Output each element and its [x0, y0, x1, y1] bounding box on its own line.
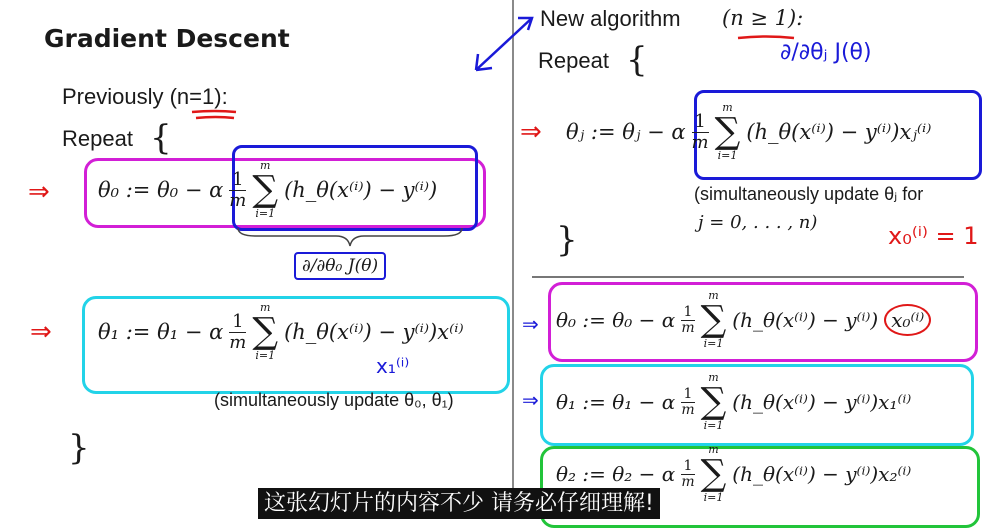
previously-label: Previously (n=1):	[62, 84, 228, 109]
eq1-sum-bot: i=1	[255, 349, 276, 362]
repeat-label-right: Repeat	[538, 48, 609, 73]
blue-arrow-icon-r1: ⇒	[522, 390, 539, 412]
red-arrow-icon: ⇒	[28, 176, 50, 206]
eqj-sum-top: m	[722, 101, 733, 114]
eq1-lhs: θ₁ := θ₁ − α	[98, 320, 224, 344]
slide-title: Gradient Descent	[44, 24, 290, 53]
blue-arrow-icon-r0: ⇒	[522, 314, 539, 336]
eq1-body: (h_θ(x⁽ⁱ⁾) − y⁽ⁱ⁾)x⁽ⁱ⁾	[284, 320, 464, 344]
eq0-lhs: θ₀ := θ₀ − α	[98, 178, 224, 202]
x0-equals-one-annotation: x₀⁽ⁱ⁾ = 1	[888, 222, 979, 250]
eq-r2-frac-den: m	[681, 473, 695, 490]
underbrace	[236, 226, 464, 250]
eq1-sum: m ∑ i=1	[252, 301, 279, 362]
eq-r1-frac-den: m	[681, 401, 695, 418]
eq0-sum: m ∑ i=1	[252, 159, 279, 220]
eq-r0-frac-den: m	[681, 319, 695, 336]
deriv-label: ∂/∂θ₀ J(θ)	[302, 256, 379, 276]
close-brace-right: }	[556, 220, 578, 260]
equation-thetaj-right	[566, 102, 931, 162]
blue-arrow-annotation	[466, 10, 540, 76]
eq-r2-sum-top: m	[708, 443, 719, 456]
eq-r1-sum-bot: i=1	[703, 419, 724, 432]
hand-derivative-annotation: ∂/∂θⱼ J(θ)	[780, 40, 872, 65]
red-underline-annotation	[190, 108, 240, 122]
horizontal-divider	[532, 276, 964, 278]
eq-r2-sum-bot: i=1	[703, 491, 724, 504]
equation-theta1-left	[98, 302, 464, 362]
eq-r2-sum: m ∑ i=1	[700, 443, 727, 504]
eq-r2-body: (h_θ(x⁽ⁱ⁾) − y⁽ⁱ⁾)x₂⁽ⁱ⁾	[732, 462, 912, 486]
eq1-fraction	[229, 312, 246, 353]
equation-theta1-right	[556, 372, 911, 432]
eq-r0-lhs: θ₀ := θ₀ − α	[556, 308, 676, 332]
new-algorithm-condition: (n ≥ 1):	[722, 6, 804, 30]
open-brace-right: {	[626, 40, 648, 80]
deriv-label-box	[294, 252, 386, 280]
eq-r0-sum: m ∑ i=1	[700, 289, 727, 350]
new-algorithm-label: New algorithm	[540, 6, 681, 31]
eq-r2-frac-num: 1	[683, 457, 693, 474]
eq0-body: (h_θ(x⁽ⁱ⁾) − y⁽ⁱ⁾)	[284, 178, 438, 202]
eq-r0-frac-num: 1	[683, 303, 693, 320]
eqj-body: (h_θ(x⁽ⁱ⁾) − y⁽ⁱ⁾)xⱼ⁽ⁱ⁾	[746, 120, 932, 144]
eqj-sum-bot: i=1	[717, 149, 738, 162]
eq0-sum-top: m	[259, 159, 271, 172]
eq0-frac-den: m	[229, 189, 247, 211]
eq0-fraction	[229, 170, 246, 211]
red-arrow-icon-3: ⇒	[520, 116, 542, 146]
x1-annotation: x₁⁽ⁱ⁾	[376, 354, 410, 378]
eq1-frac-den: m	[229, 331, 247, 353]
eqj-lhs: θⱼ := θⱼ − α	[566, 120, 686, 144]
eqj-sum: m ∑ i=1	[714, 101, 741, 162]
eqj-frac-den: m	[691, 131, 709, 153]
repeat-label-left: Repeat	[62, 126, 133, 151]
video-subtitle: 这张幻灯片的内容不少 请务必仔细理解!	[258, 488, 660, 519]
eqj-frac-num: 1	[694, 110, 706, 132]
eqj-fraction	[692, 112, 709, 153]
eq-r2-lhs: θ₂ := θ₂ − α	[556, 462, 676, 486]
eq-r0-fraction	[681, 305, 694, 336]
simultaneous-note-right-b: j = 0, . . . , n)	[698, 212, 818, 233]
equation-theta0-right	[556, 290, 931, 350]
eq-r1-frac-num: 1	[683, 385, 693, 402]
eq-r0-sum-top: m	[708, 289, 719, 302]
eq-r1-sum-top: m	[708, 371, 719, 384]
vertical-divider	[512, 0, 514, 519]
eq-r0-x0-circled: x₀⁽ⁱ⁾	[884, 304, 931, 336]
eq-r1-fraction	[681, 387, 694, 418]
eq-r1-lhs: θ₁ := θ₁ − α	[556, 390, 676, 414]
red-arrow-icon-2: ⇒	[30, 316, 52, 346]
open-brace-left: {	[150, 118, 172, 158]
eq-r1-sum: m ∑ i=1	[700, 371, 727, 432]
eq-r0-sum-bot: i=1	[703, 337, 724, 350]
eq0-frac-num: 1	[232, 168, 244, 190]
simultaneous-note-right-a: (simultaneously update θⱼ for	[694, 184, 924, 204]
eq-r2-fraction	[681, 459, 694, 490]
eq1-frac-num: 1	[232, 310, 244, 332]
eq-r0-body: (h_θ(x⁽ⁱ⁾) − y⁽ⁱ⁾)	[732, 308, 879, 332]
equation-theta0-left	[98, 160, 437, 220]
eq0-sum-bot: i=1	[255, 207, 276, 220]
eq-r1-body: (h_θ(x⁽ⁱ⁾) − y⁽ⁱ⁾)x₁⁽ⁱ⁾	[732, 390, 912, 414]
close-brace-left: }	[68, 428, 90, 468]
simultaneous-note-left: (simultaneously update θ₀, θ₁)	[214, 390, 454, 410]
eq1-sum-top: m	[259, 301, 271, 314]
